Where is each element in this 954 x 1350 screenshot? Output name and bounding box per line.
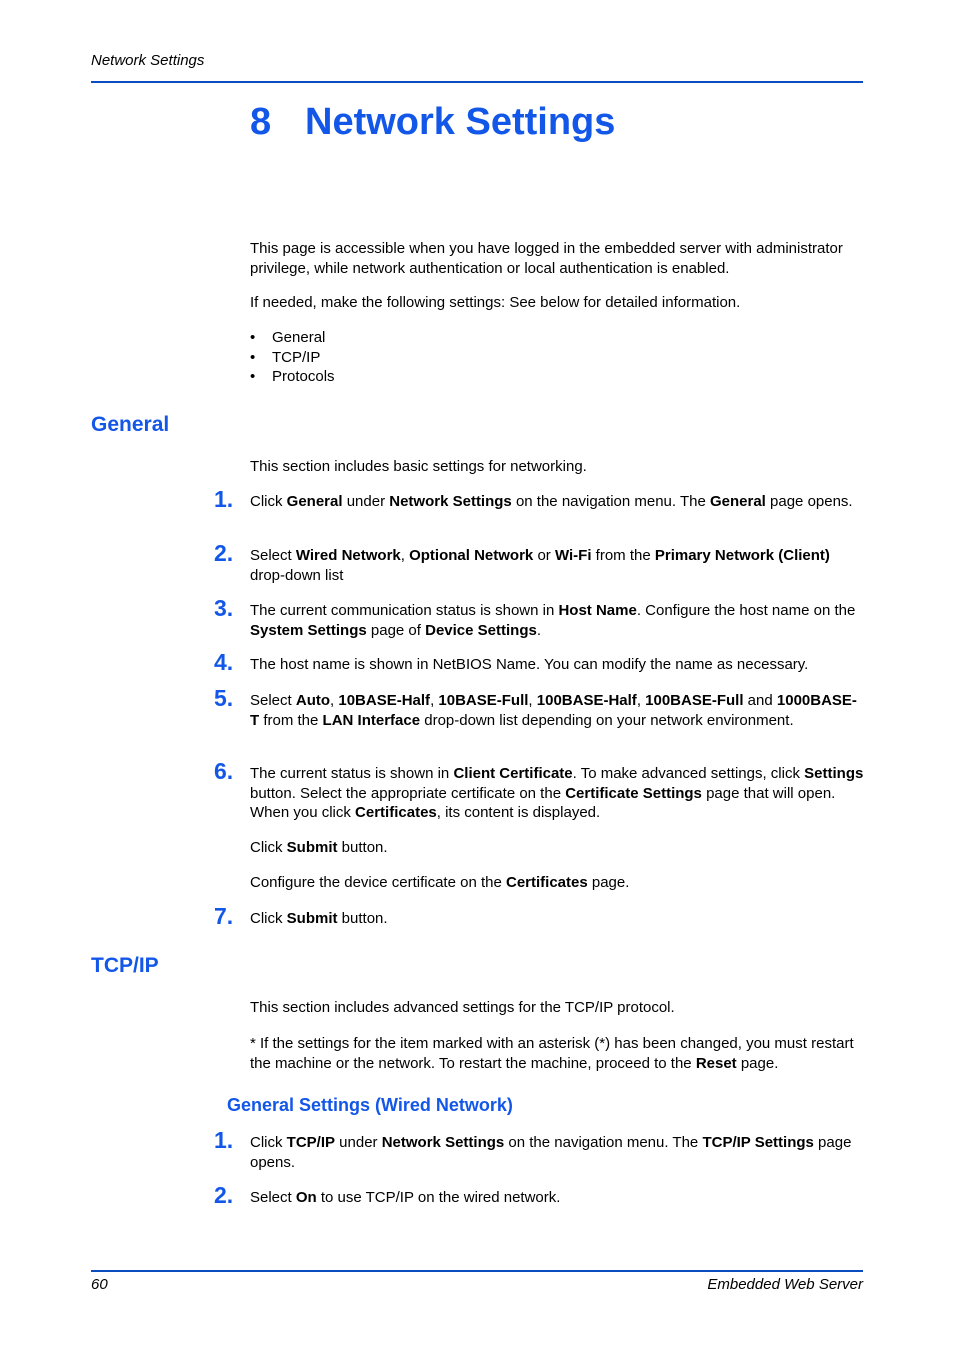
bold-term: General	[709, 493, 766, 510]
bullet-text: Protocols	[272, 368, 335, 385]
bold-term: Network Settings	[389, 493, 512, 510]
chapter-title	[250, 101, 615, 144]
bold-term: TCP/IP	[286, 1134, 336, 1151]
step-number: 2.	[214, 1182, 234, 1208]
footer-doc-title: Embedded Web Server	[707, 1276, 863, 1293]
bold-term: 100BASE-Half	[536, 692, 637, 709]
bold-term: Host Name	[558, 602, 637, 619]
step-text: Click General under Network Settings on the navigation menu. The General page opens.	[250, 493, 853, 510]
bullet-item: • General	[250, 329, 326, 346]
bullet-text: General	[272, 329, 326, 346]
header-rule	[91, 81, 863, 83]
chapter-title-text: Network Settings	[305, 101, 616, 143]
bold-term: 1000BASE-T	[250, 692, 857, 729]
step-text: Select On to use TCP/IP on the wired network.	[250, 1189, 561, 1206]
bold-term: 100BASE-Full	[645, 692, 744, 709]
bold-term: Auto	[295, 692, 331, 709]
footer-rule	[91, 1270, 863, 1272]
page-number: 60	[91, 1276, 108, 1293]
bold-term: Wired Network	[295, 547, 401, 564]
step-text: Click Submit button.	[250, 910, 388, 927]
step-text: The current status is shown in Client Certificate. To make advanced settings, click Settings button. Select the appropriate certificate on the Certificate Settings page that will open. When you click Certificates, its content is displayed.	[250, 765, 864, 821]
step-number: 4.	[214, 649, 234, 675]
step-number: 2.	[214, 540, 234, 566]
bullet-text: TCP/IP	[272, 348, 321, 366]
tcpip-asterisk-note: * If the settings for the item marked with an asterisk (*) has been changed, you must restart the machine or the network. To restart the machine, proceed to the Reset page.	[250, 1035, 854, 1072]
intro-paragraph-2: If needed, make the following settings: See below for detailed information.	[250, 294, 741, 311]
step-number: 1.	[214, 486, 234, 512]
section-heading-general: General	[91, 413, 170, 436]
step-number: 6.	[214, 758, 234, 784]
bold-term: On	[295, 1189, 317, 1206]
bullet-item: • TCP/IP	[250, 348, 321, 366]
bold-term: Network Settings	[381, 1134, 505, 1151]
bold-term: Submit	[286, 910, 338, 927]
bold-term: General	[286, 493, 343, 510]
step-6-certificate-note: Configure the device certificate on the Certificates page.	[250, 874, 630, 891]
step-text: Select Auto, 10BASE-Half, 10BASE-Full, 100BASE-Half, 100BASE-Full and 1000BASE-T from the LAN Interface drop-down list depending on your network environment.	[250, 692, 857, 729]
general-intro: This section includes basic settings for networking.	[250, 458, 587, 475]
bold-term: Submit	[286, 839, 338, 856]
bold-term: 10BASE-Full	[438, 692, 529, 709]
bold-term: LAN Interface	[322, 711, 421, 729]
bold-term: Client Certificate	[453, 765, 573, 782]
bold-term: Reset	[695, 1054, 737, 1072]
step-6-submit-note: Click Submit button.	[250, 839, 388, 856]
step-text: Click TCP/IP under Network Settings on the navigation menu. The TCP/IP Settings page opens.	[250, 1134, 852, 1171]
tcpip-intro: This section includes advanced settings for the TCP/IP protocol.	[250, 999, 675, 1016]
bold-term: Certificates	[505, 874, 588, 891]
bold-term: Optional Network	[409, 547, 534, 564]
bold-term: Wi-Fi	[554, 547, 592, 564]
bold-term: Certificates	[355, 804, 437, 821]
step-text: The host name is shown in NetBIOS Name. You can modify the name as necessary.	[250, 656, 809, 673]
running-header: Network Settings	[91, 52, 205, 69]
bold-term: Device Settings	[425, 621, 537, 639]
intro-paragraph-1: This page is accessible when you have logged in the embedded server with administrator privilege, while network authentication or local authentication is enabled.	[250, 240, 843, 277]
step-number: 1.	[214, 1127, 234, 1153]
step-text: Select Wired Network, Optional Network or Wi-Fi from the Primary Network (Client) drop-down list	[250, 547, 830, 584]
chapter-number: 8	[250, 101, 272, 143]
subsection-heading: General Settings (Wired Network)	[227, 1095, 513, 1115]
bold-term: Primary Network (Client)	[654, 547, 830, 564]
section-heading-tcpip: TCP/IP	[91, 954, 159, 977]
bold-term: Settings	[804, 765, 864, 782]
bullet-item: • Protocols	[250, 368, 335, 385]
bold-term: Certificate Settings	[565, 784, 702, 802]
bold-term: TCP/IP Settings	[702, 1134, 814, 1151]
bold-term: System Settings	[250, 621, 367, 639]
step-number: 5.	[214, 685, 234, 711]
step-number: 3.	[214, 595, 234, 621]
step-text: The current communication status is shown in Host Name. Configure the host name on the System Settings page of Device Settings.	[250, 602, 856, 639]
step-number: 7.	[214, 903, 234, 929]
bold-term: 10BASE-Half	[338, 692, 431, 709]
